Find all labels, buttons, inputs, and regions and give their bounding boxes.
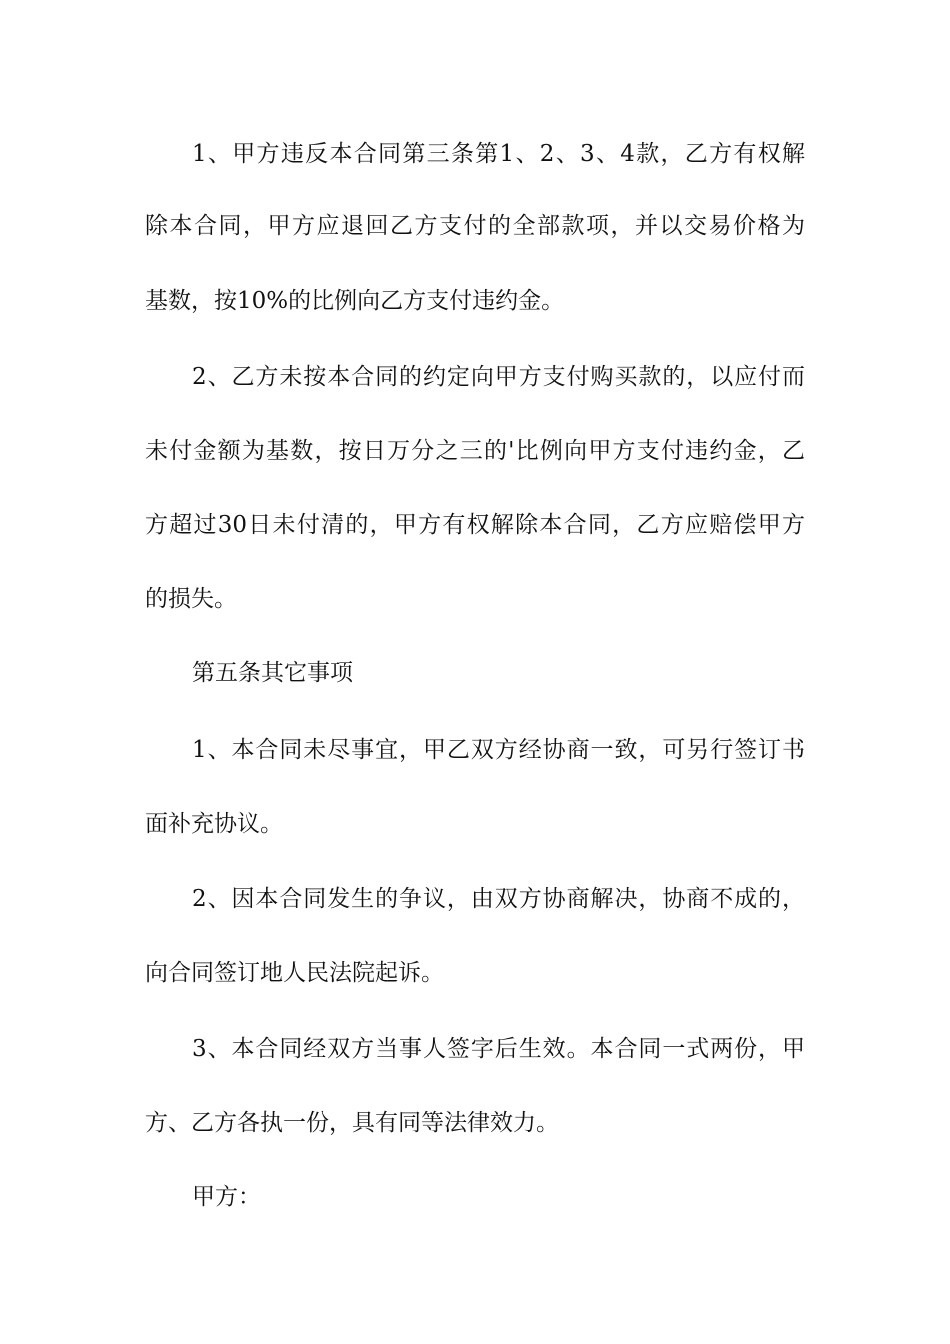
clause-4-item-2-line-1: 2、乙方未按本合同的约定向甲方支付购买款的，以应付而 <box>192 364 805 390</box>
clause-5-item-3-line-2: 方、乙方各执一份，具有同等法律效力。 <box>145 1110 559 1136</box>
party-a-signature-label: 甲方： <box>192 1184 261 1210</box>
clause-4-item-2-line-2: 未付金额为基数，按日万分之三的'比例向甲方支付违约金，乙 <box>145 438 805 464</box>
clause-4-item-2-line-3: 方超过30日未付清的，甲方有权解除本合同，乙方应赔偿甲方 <box>145 512 805 538</box>
clause-4-item-1-line-1: 1、甲方违反本合同第三条第1、2、3、4款，乙方有权解 <box>192 141 805 167</box>
clause-5-item-1-line-2: 面补充协议。 <box>145 811 283 837</box>
clause-5-item-2-line-2: 向合同签订地人民法院起诉。 <box>145 960 444 986</box>
clause-5-item-3-line-1: 3、本合同经双方当事人签字后生效。本合同一式两份，甲 <box>192 1036 805 1062</box>
clause-4-item-1-line-3: 基数，按10%的比例向乙方支付违约金。 <box>145 288 565 314</box>
clause-5-heading: 第五条其它事项 <box>192 660 353 686</box>
clause-4-item-1-line-2: 除本合同，甲方应退回乙方支付的全部款项，并以交易价格为 <box>145 213 805 239</box>
clause-5-item-1-line-1: 1、本合同未尽事宜，甲乙双方经协商一致，可另行签订书 <box>192 737 805 763</box>
clause-4-item-2-line-4: 的损失。 <box>145 586 237 612</box>
clause-5-item-2-line-1: 2、因本合同发生的争议，由双方协商解决，协商不成的， <box>192 886 805 912</box>
